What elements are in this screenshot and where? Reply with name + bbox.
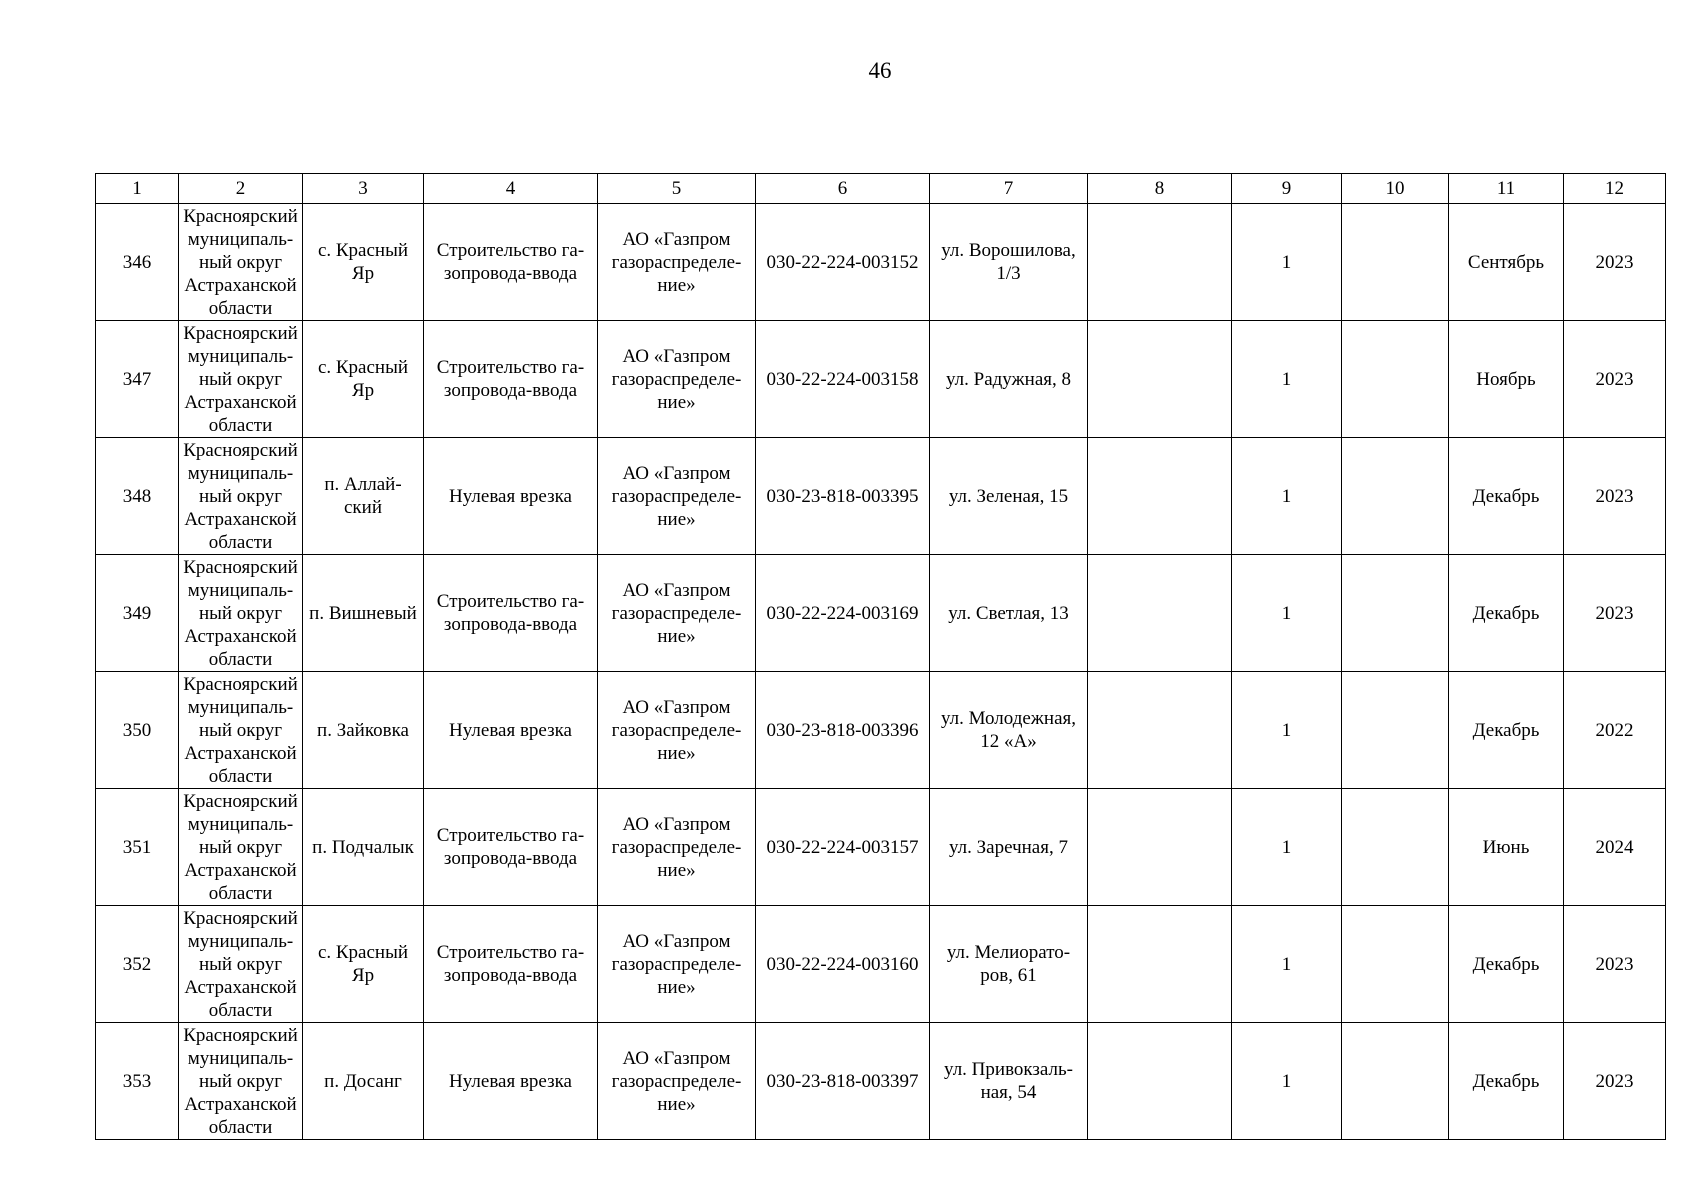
district-line: муниципаль- — [187, 1047, 294, 1069]
district-cell — [179, 906, 303, 1023]
object-code-cell: 030-22-224-003158 — [756, 321, 930, 438]
object-code-cell: 030-23-818-003396 — [756, 672, 930, 789]
column-number: 6 — [756, 174, 930, 204]
address-cell — [930, 321, 1088, 438]
organization-line: ние» — [657, 859, 696, 881]
settlement-line: с. Красный — [317, 240, 409, 261]
column-10-cell — [1342, 555, 1449, 672]
district-line: области — [208, 297, 273, 319]
address-line: ул. Мелиорато- — [946, 942, 1071, 963]
work-type-cell — [424, 204, 598, 321]
table-row — [96, 1023, 1666, 1140]
month-cell: Сентябрь — [1449, 204, 1564, 321]
work-type-line: зопровода-ввода — [443, 263, 578, 284]
page-number: 46 — [868, 58, 892, 83]
organization-cell — [598, 789, 756, 906]
district-line: Красноярский — [183, 907, 298, 929]
work-type-line: зопровода-ввода — [443, 380, 578, 401]
organization-line: АО «Газпром — [622, 345, 731, 367]
work-type-line: Нулевая врезка — [449, 485, 572, 507]
district-cell — [179, 1023, 303, 1140]
address-line: ул. Радужная, 8 — [945, 368, 1072, 390]
work-type-line: Нулевая врезка — [449, 719, 572, 741]
column-10-cell — [1342, 789, 1449, 906]
organization-line: ние» — [657, 391, 696, 413]
quantity-cell: 1 — [1232, 321, 1342, 438]
month-cell: Декабрь — [1449, 906, 1564, 1023]
month-cell: Декабрь — [1449, 438, 1564, 555]
district-line: Красноярский — [183, 439, 298, 461]
organization-line: газораспределе- — [611, 719, 742, 741]
district-line: Астраханской — [184, 391, 297, 413]
work-type-cell — [424, 906, 598, 1023]
column-number: 9 — [1232, 174, 1342, 204]
organization-line: АО «Газпром — [622, 579, 731, 601]
district-line: области — [208, 882, 273, 904]
address-line: ул. Зеленая, 15 — [948, 485, 1069, 507]
row-number-cell: 349 — [96, 555, 179, 672]
column-10-cell — [1342, 1023, 1449, 1140]
year-cell: 2024 — [1564, 789, 1666, 906]
district-line: муниципаль- — [187, 579, 294, 601]
object-code-cell: 030-23-818-003397 — [756, 1023, 930, 1140]
organization-line: газораспределе- — [611, 485, 742, 507]
district-line: муниципаль- — [187, 462, 294, 484]
object-code-cell: 030-22-224-003169 — [756, 555, 930, 672]
settlement-cell — [303, 672, 424, 789]
settlement-cell — [303, 321, 424, 438]
table-row — [96, 906, 1666, 1023]
gas-connection-table — [95, 173, 1666, 1140]
quantity-cell: 1 — [1232, 555, 1342, 672]
work-type-cell — [424, 321, 598, 438]
district-line: Красноярский — [183, 205, 298, 227]
settlement-line: Яр — [351, 263, 375, 284]
row-number-cell: 353 — [96, 1023, 179, 1140]
settlement-line: п. Досанг — [324, 1070, 402, 1092]
quantity-cell: 1 — [1232, 672, 1342, 789]
district-line: Красноярский — [183, 1024, 298, 1046]
address-line: 12 «А» — [980, 731, 1037, 752]
address-cell — [930, 906, 1088, 1023]
address-line: ул. Молодежная, — [940, 708, 1077, 729]
object-code-cell: 030-22-224-003152 — [756, 204, 930, 321]
settlement-cell — [303, 789, 424, 906]
settlement-line: п. Вишневый — [309, 602, 417, 624]
month-cell: Декабрь — [1449, 1023, 1564, 1140]
district-cell — [179, 555, 303, 672]
column-8-cell — [1088, 204, 1232, 321]
district-line: Астраханской — [184, 976, 297, 998]
row-number-cell: 346 — [96, 204, 179, 321]
organization-line: ние» — [657, 508, 696, 530]
year-cell: 2022 — [1564, 672, 1666, 789]
organization-line: АО «Газпром — [622, 228, 731, 250]
work-type-cell — [424, 1023, 598, 1140]
work-type-cell — [424, 438, 598, 555]
work-type-line: Строительство га- — [436, 591, 585, 612]
row-number-cell: 348 — [96, 438, 179, 555]
settlement-line: п. Подчалык — [312, 836, 414, 858]
district-line: муниципаль- — [187, 813, 294, 835]
month-cell: Декабрь — [1449, 555, 1564, 672]
district-line: области — [208, 765, 273, 787]
district-line: Астраханской — [184, 274, 297, 296]
district-line: муниципаль- — [187, 930, 294, 952]
organization-line: АО «Газпром — [622, 696, 731, 718]
work-type-cell — [424, 789, 598, 906]
district-line: ный округ — [198, 368, 283, 390]
year-cell: 2023 — [1564, 204, 1666, 321]
column-number: 7 — [930, 174, 1088, 204]
settlement-line: п. Зайковка — [317, 719, 409, 741]
district-line: Астраханской — [184, 859, 297, 881]
organization-cell — [598, 672, 756, 789]
column-8-cell — [1088, 438, 1232, 555]
work-type-line: Строительство га- — [436, 240, 585, 261]
district-line: области — [208, 531, 273, 553]
organization-cell — [598, 1023, 756, 1140]
table-row — [96, 321, 1666, 438]
work-type-line: Нулевая врезка — [449, 1070, 572, 1092]
quantity-cell: 1 — [1232, 789, 1342, 906]
address-line: ул. Заречная, 7 — [949, 836, 1068, 858]
district-line: области — [208, 414, 273, 436]
work-type-line: зопровода-ввода — [443, 614, 578, 635]
work-type-line: зопровода-ввода — [443, 848, 578, 869]
district-line: муниципаль- — [187, 345, 294, 367]
organization-line: АО «Газпром — [622, 1047, 731, 1069]
organization-line: ние» — [657, 1093, 696, 1115]
quantity-cell: 1 — [1232, 906, 1342, 1023]
column-10-cell — [1342, 438, 1449, 555]
column-8-cell — [1088, 906, 1232, 1023]
settlement-line: ский — [344, 497, 382, 518]
district-line: Красноярский — [183, 673, 298, 695]
address-cell — [930, 438, 1088, 555]
column-number: 11 — [1449, 174, 1564, 204]
settlement-line: Яр — [351, 380, 375, 401]
district-line: ный округ — [198, 485, 283, 507]
address-line: ров, 61 — [980, 965, 1037, 986]
column-8-cell — [1088, 789, 1232, 906]
district-line: области — [208, 999, 273, 1021]
column-number: 1 — [96, 174, 179, 204]
district-line: Астраханской — [184, 1093, 297, 1115]
column-number: 3 — [303, 174, 424, 204]
settlement-cell — [303, 1023, 424, 1140]
column-8-cell — [1088, 321, 1232, 438]
organization-line: газораспределе- — [611, 1070, 742, 1092]
organization-cell — [598, 555, 756, 672]
district-line: Астраханской — [184, 508, 297, 530]
month-cell: Ноябрь — [1449, 321, 1564, 438]
work-type-line: Строительство га- — [436, 825, 585, 846]
address-line: ул. Светлая, 13 — [948, 602, 1069, 624]
address-cell — [930, 1023, 1088, 1140]
table-row — [96, 204, 1666, 321]
object-code-cell: 030-23-818-003395 — [756, 438, 930, 555]
organization-line: ние» — [657, 976, 696, 998]
organization-line: газораспределе- — [611, 836, 742, 858]
address-cell — [930, 555, 1088, 672]
district-cell — [179, 438, 303, 555]
district-line: ный округ — [198, 719, 283, 741]
column-number-row — [96, 174, 1666, 204]
district-line: Красноярский — [183, 556, 298, 578]
column-8-cell — [1088, 555, 1232, 672]
organization-line: АО «Газпром — [622, 930, 731, 952]
column-number: 10 — [1342, 174, 1449, 204]
table-row — [96, 672, 1666, 789]
organization-cell — [598, 321, 756, 438]
work-type-cell — [424, 555, 598, 672]
quantity-cell: 1 — [1232, 438, 1342, 555]
district-line: Красноярский — [183, 322, 298, 344]
month-cell: Июнь — [1449, 789, 1564, 906]
district-line: муниципаль- — [187, 696, 294, 718]
settlement-cell — [303, 438, 424, 555]
district-line: ный округ — [198, 602, 283, 624]
address-cell — [930, 204, 1088, 321]
district-line: Красноярский — [183, 790, 298, 812]
column-number: 2 — [179, 174, 303, 204]
organization-line: газораспределе- — [611, 368, 742, 390]
settlement-line: с. Красный — [317, 942, 409, 963]
district-line: ный округ — [198, 251, 283, 273]
settlement-cell — [303, 906, 424, 1023]
column-number: 8 — [1088, 174, 1232, 204]
year-cell: 2023 — [1564, 438, 1666, 555]
organization-line: газораспределе- — [611, 251, 742, 273]
month-cell: Декабрь — [1449, 672, 1564, 789]
district-cell — [179, 672, 303, 789]
district-line: Астраханской — [184, 742, 297, 764]
year-cell: 2023 — [1564, 1023, 1666, 1140]
object-code-cell: 030-22-224-003157 — [756, 789, 930, 906]
year-cell: 2023 — [1564, 555, 1666, 672]
column-number: 12 — [1564, 174, 1666, 204]
column-number: 4 — [424, 174, 598, 204]
district-cell — [179, 204, 303, 321]
organization-line: АО «Газпром — [622, 462, 731, 484]
column-number: 5 — [598, 174, 756, 204]
address-line: 1/3 — [996, 263, 1021, 284]
address-line: ул. Ворошилова, — [941, 240, 1076, 261]
work-type-line: Строительство га- — [436, 357, 585, 378]
settlement-cell — [303, 204, 424, 321]
year-cell: 2023 — [1564, 906, 1666, 1023]
year-cell: 2023 — [1564, 321, 1666, 438]
quantity-cell: 1 — [1232, 1023, 1342, 1140]
settlement-line: Яр — [351, 965, 375, 986]
column-10-cell — [1342, 321, 1449, 438]
organization-cell — [598, 906, 756, 1023]
organization-line: газораспределе- — [611, 953, 742, 975]
column-8-cell — [1088, 672, 1232, 789]
table-row — [96, 438, 1666, 555]
row-number-cell: 350 — [96, 672, 179, 789]
settlement-line: п. Аллай- — [324, 474, 402, 495]
organization-line: ние» — [657, 742, 696, 764]
district-line: муниципаль- — [187, 228, 294, 250]
district-line: ный округ — [198, 953, 283, 975]
table-row — [96, 555, 1666, 672]
table-row — [96, 789, 1666, 906]
column-10-cell — [1342, 204, 1449, 321]
organization-cell — [598, 204, 756, 321]
organization-line: ние» — [657, 274, 696, 296]
address-line: ул. Привокзаль- — [944, 1059, 1073, 1080]
organization-line: газораспределе- — [611, 602, 742, 624]
district-line: Астраханской — [184, 625, 297, 647]
district-cell — [179, 321, 303, 438]
district-line: области — [208, 648, 273, 670]
organization-cell — [598, 438, 756, 555]
column-10-cell — [1342, 672, 1449, 789]
organization-line: ние» — [657, 625, 696, 647]
work-type-cell — [424, 672, 598, 789]
organization-line: АО «Газпром — [622, 813, 731, 835]
address-cell — [930, 789, 1088, 906]
settlement-line: с. Красный — [317, 357, 409, 378]
row-number-cell: 351 — [96, 789, 179, 906]
row-number-cell: 347 — [96, 321, 179, 438]
district-line: ный округ — [198, 836, 283, 858]
object-code-cell: 030-22-224-003160 — [756, 906, 930, 1023]
district-line: области — [208, 1116, 273, 1138]
work-type-line: Строительство га- — [436, 942, 585, 963]
address-cell — [930, 672, 1088, 789]
row-number-cell: 352 — [96, 906, 179, 1023]
work-type-line: зопровода-ввода — [443, 965, 578, 986]
column-8-cell — [1088, 1023, 1232, 1140]
address-line: ная, 54 — [980, 1082, 1037, 1103]
settlement-cell — [303, 555, 424, 672]
district-cell — [179, 789, 303, 906]
column-10-cell — [1342, 906, 1449, 1023]
district-line: ный округ — [198, 1070, 283, 1092]
quantity-cell: 1 — [1232, 204, 1342, 321]
